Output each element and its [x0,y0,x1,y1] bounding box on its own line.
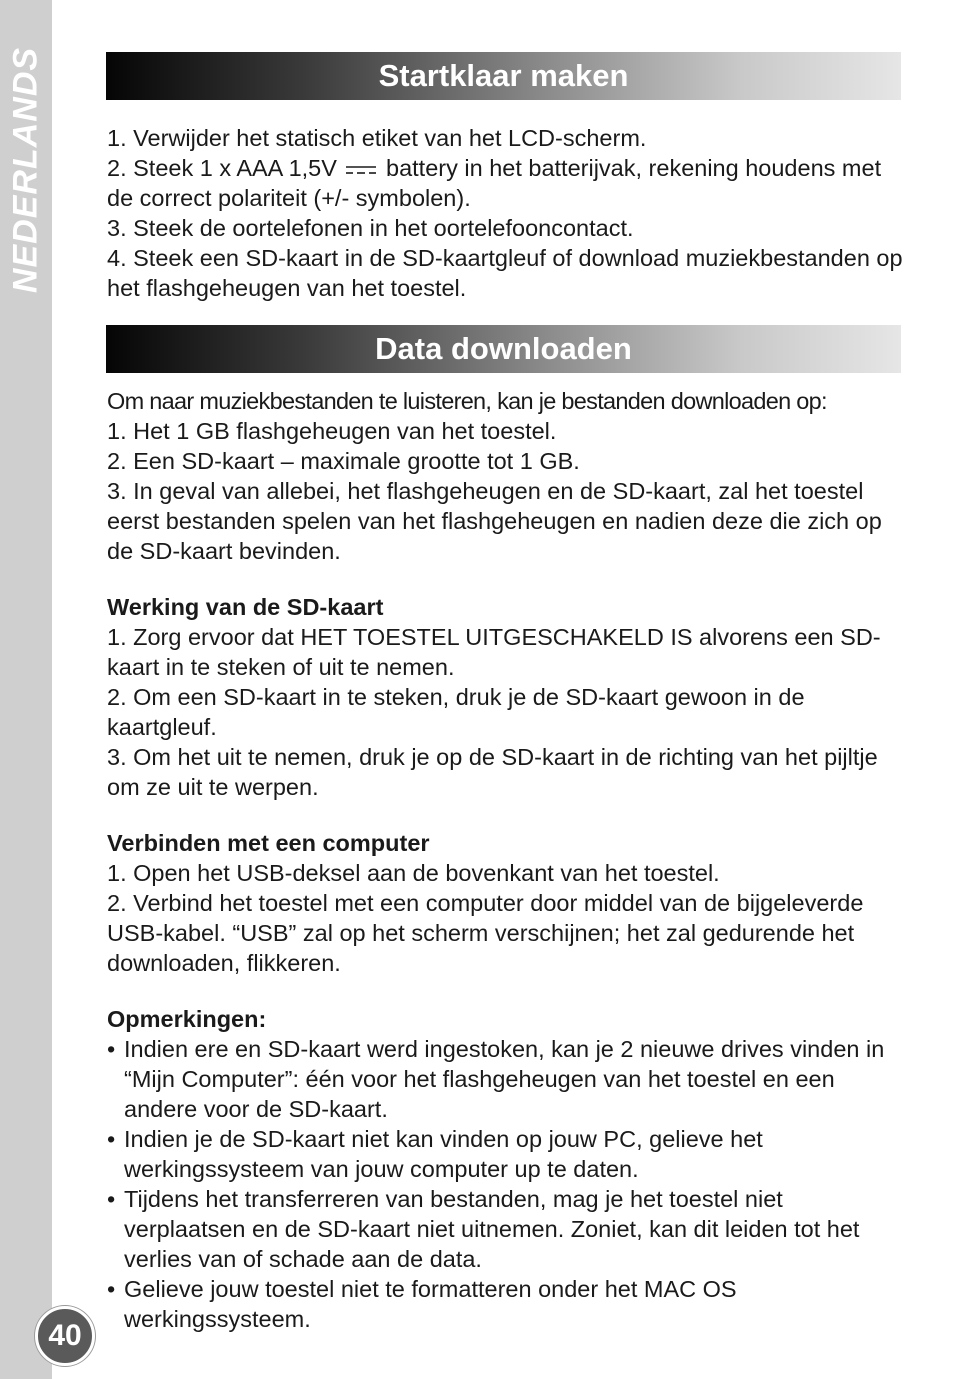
note-text: Tijdens het transferreren van bestanden, mag je het toestel niet verplaatsen en de SD-kaart niet uitnemen. Zoniet, kan dit leiden tot het verlies van of schade aan de data. [124,1186,860,1272]
download-item: 3. In geval van allebei, het flashgeheugen en de SD-kaart, zal het toestel eerst bestanden spelen van het flashgeheugen en nadien deze die zich op de SD-kaart bevinden. [107,478,882,564]
bullet-icon: • [107,1126,116,1152]
computer-step: 2. Verbind het toestel met een computer door middel van de bijgeleverde USB-kabel. “USB” zal op het scherm verschijnen; het zal gedurende het downloaden, flikkeren. [107,890,864,976]
language-sidebar [0,0,52,1379]
section-startklaar-body [107,123,907,303]
note-text: Indien ere en SD-kaart werd ingestoken, kan je 2 nieuwe drives vinden in “Mijn Computer”: één voor het flashgeheugen van het toestel en een andere voor de SD-kaart. [124,1036,885,1122]
computer-heading: Verbinden met een computer [107,830,430,856]
step-4: 4. Steek een SD-kaart in de SD-kaartgleuf of download muziekbestanden op het flashgeheugen van het toestel. [107,245,903,301]
section-title: Startklaar maken [378,58,629,93]
note-item [107,1124,907,1184]
section-banner-data-downloaden [106,325,901,373]
bullet-icon: • [107,1036,116,1062]
section-banner-startklaar [106,52,901,100]
sd-card-step: 1. Zorg ervoor dat HET TOESTEL UITGESCHAKELD IS alvorens een SD-kaart in te steken of uit te nemen. [107,624,881,680]
sd-card-step: 2. Om een SD-kaart in te steken, druk je de SD-kaart gewoon in de kaartgleuf. [107,684,805,740]
sd-card-step: 3. Om het uit te nemen, druk je op de SD-kaart in de richting van het pijltje om ze uit te werpen. [107,744,878,800]
computer-step: 1. Open het USB-deksel aan de bovenkant van het toestel. [107,860,720,886]
download-item: 1. Het 1 GB flashgeheugen van het toestel. [107,418,557,444]
bullet-icon: • [107,1186,116,1212]
dc-voltage-icon [345,165,377,175]
note-text: Indien je de SD-kaart niet kan vinden op jouw PC, gelieve het werkingssysteem van jouw computer up te daten. [124,1126,763,1182]
section-title: Data downloaden [375,331,632,366]
step-2-before: 2. Steek 1 x AAA 1,5V [107,155,337,181]
section-data-downloaden-body [107,386,907,1334]
step-2-after: battery in het batterijvak, rekening houdens met de correct polariteit (+/- symbolen). [107,155,882,211]
language-label: NEDERLANDS [6,46,45,294]
note-item [107,1034,907,1124]
step-1: 1. Verwijder het statisch etiket van het LCD-scherm. [107,125,647,151]
page-number-badge: 40 [35,1306,95,1366]
step-2 [107,153,907,213]
sd-card-heading: Werking van de SD-kaart [107,594,384,620]
bullet-icon: • [107,1276,116,1302]
note-item [107,1274,907,1334]
note-text: Gelieve jouw toestel niet te formatteren onder het MAC OS werkingssysteem. [124,1276,737,1332]
download-item: 2. Een SD-kaart – maximale grootte tot 1 GB. [107,448,580,474]
intro-text: Om naar muziekbestanden te luisteren, kan je bestanden downloaden op: [107,388,827,414]
note-item [107,1184,907,1274]
step-3: 3. Steek de oortelefonen in het oortelefooncontact. [107,215,634,241]
notes-heading: Opmerkingen: [107,1006,267,1032]
